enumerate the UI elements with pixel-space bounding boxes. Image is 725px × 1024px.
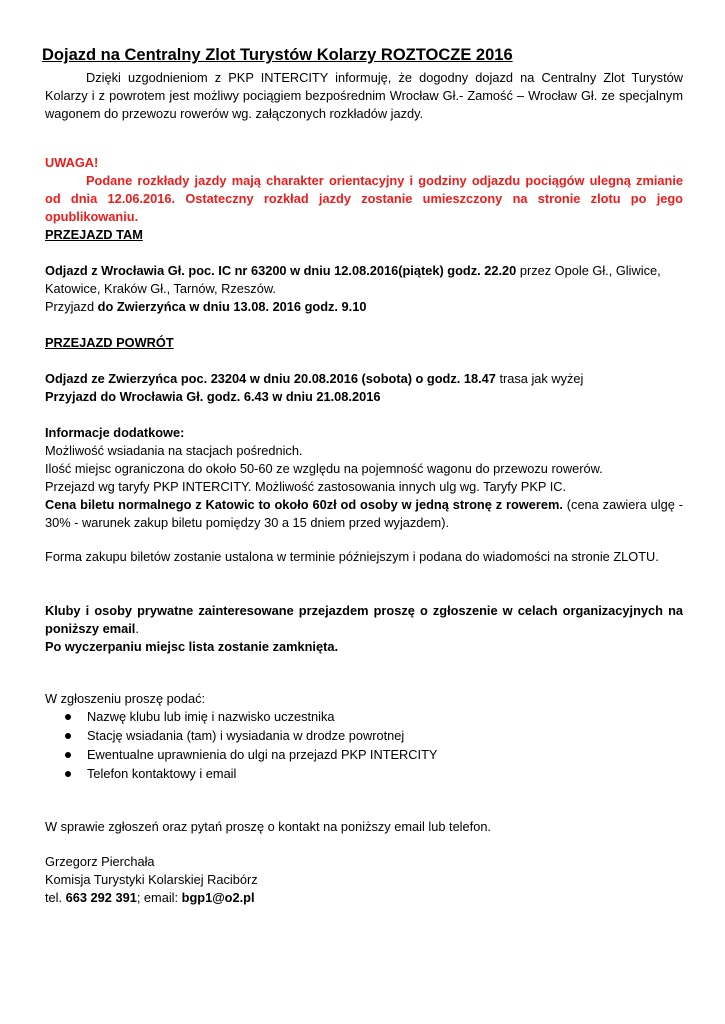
warning-section <box>45 154 683 226</box>
info-line-1: Możliwość wsiadania na stacjach pośrednich. <box>45 443 303 458</box>
outbound-departure <box>45 262 683 298</box>
signature-name: Grzegorz Pierchała <box>45 854 155 869</box>
bullet-icon <box>65 771 71 777</box>
signature-contact <box>45 889 683 907</box>
list-item <box>45 727 683 746</box>
list-item <box>45 708 683 727</box>
warning-text: Podane rozkłady jazdy mają charakter orientacyjny i godziny odjazdu pociągów ulegną zmianie od dnia 12.06.2016. Ostateczny rozkład jazdy zostanie umieszczony na stronie zlotu po jego opublikowaniu. <box>45 173 683 224</box>
bullet-icon <box>65 714 71 720</box>
list-item <box>45 765 683 784</box>
outbound-section <box>45 262 683 316</box>
info-line-2: Ilość miejsc ograniczona do około 50-60 ze względu na pojemność wagonu do przewozu rowerów. <box>45 461 603 476</box>
return-arrival: Przyjazd do Wrocławia Gł. godz. 6.43 w dniu 21.08.2016 <box>45 389 381 404</box>
return-section <box>45 370 683 406</box>
clubs-request-bold: Kluby i osoby prywatne zainteresowane przejazdem proszę o zgłoszenie w celach organizacyjnych na poniższy email <box>45 603 683 636</box>
application-section <box>45 690 683 784</box>
return-departure-bold: Odjazd ze Zwierzyńca poc. 23204 w dniu 20.08.2016 (sobota) o godz. 18.47 <box>45 371 496 386</box>
application-intro: W zgłoszeniu proszę podać: <box>45 691 206 706</box>
info-price-note: (cena zawiera ulgę - 30% - warunek zakup biletu pomiędzy 30 a 15 dniem przed wyjazdem). <box>45 497 683 530</box>
page-title: Dojazd na Centralny Zlot Turystów Kolarzy ROZTOCZE 2016 <box>42 46 513 64</box>
warning-label: UWAGA! <box>45 155 99 170</box>
outbound-arrival-prefix: Przyjazd <box>45 299 98 314</box>
contact-note: W sprawie zgłoszeń oraz pytań proszę o kontakt na poniższy email lub telefon. <box>45 819 491 834</box>
list-item-text: Telefon kontaktowy i email <box>87 766 237 781</box>
info-heading: Informacje dodatkowe: <box>45 425 185 440</box>
list-item <box>45 746 683 765</box>
return-heading: PRZEJAZD POWRÓT <box>45 335 174 350</box>
list-item-text: Ewentualne uprawnienia do ulgi na przejazd PKP INTERCITY <box>87 747 438 762</box>
list-item-text: Nazwę klubu lub imię i nazwisko uczestnika <box>87 709 335 724</box>
email-label: ; email: <box>136 890 182 905</box>
email-address: bgp1@o2.pl <box>181 890 255 905</box>
clubs-request-dot: . <box>135 621 139 636</box>
outbound-heading: PRZEJAZD TAM <box>45 227 143 242</box>
outbound-departure-bold: Odjazd z Wrocławia Gł. poc. IC nr 63200 w dniu 12.08.2016(piątek) godz. 22.20 <box>45 263 517 278</box>
intro-paragraph: Dzięki uzgodnieniom z PKP INTERCITY informuję, że dogodny dojazd na Centralny Zlot Turystów Kolarzy i z powrotem jest możliwy pociągiem bezpośrednim Wrocław Gł.- Zamość – Wrocław Gł. ze specjalnym wagonem do przewozu rowerów wg. załączonych rozkładów jazdy. <box>45 70 683 121</box>
signature-org: Komisja Turystyki Kolarskiej Racibórz <box>45 872 258 887</box>
clubs-closing: Po wyczerpaniu miejsc lista zostanie zamknięta. <box>45 639 339 654</box>
bullet-icon <box>65 733 71 739</box>
clubs-request <box>45 602 683 638</box>
phone-number: 663 292 391 <box>65 890 137 905</box>
bullet-icon <box>65 752 71 758</box>
outbound-departure-route: przez Opole Gł., Gliwice, Katowice, Kraków Gł., Tarnów, Rzeszów. <box>45 263 661 296</box>
info-section <box>45 424 683 532</box>
application-list <box>45 708 683 784</box>
return-departure-route: trasa jak wyżej <box>495 371 584 386</box>
outbound-arrival-bold: do Zwierzyńca w dniu 13.08. 2016 godz. 9.10 <box>97 299 367 314</box>
outbound-arrival <box>45 298 683 316</box>
purchase-paragraph: Forma zakupu biletów zostanie ustalona w terminie późniejszym i podana do wiadomości na stronie ZLOTU. <box>45 549 659 564</box>
signature-section <box>45 853 683 907</box>
list-item-text: Stację wsiadania (tam) i wysiadania w drodze powrotnej <box>87 728 405 743</box>
clubs-section <box>45 602 683 656</box>
info-price <box>45 496 683 532</box>
info-line-3: Przejazd wg taryfy PKP INTERCITY. Możliwość zastosowania innych ulg wg. Taryfy PKP IC. <box>45 479 567 494</box>
return-departure <box>45 370 683 388</box>
tel-label: tel. <box>45 890 66 905</box>
info-price-bold: Cena biletu normalnego z Katowic to około 60zł od osoby w jedną stronę z rowerem. <box>45 497 563 512</box>
